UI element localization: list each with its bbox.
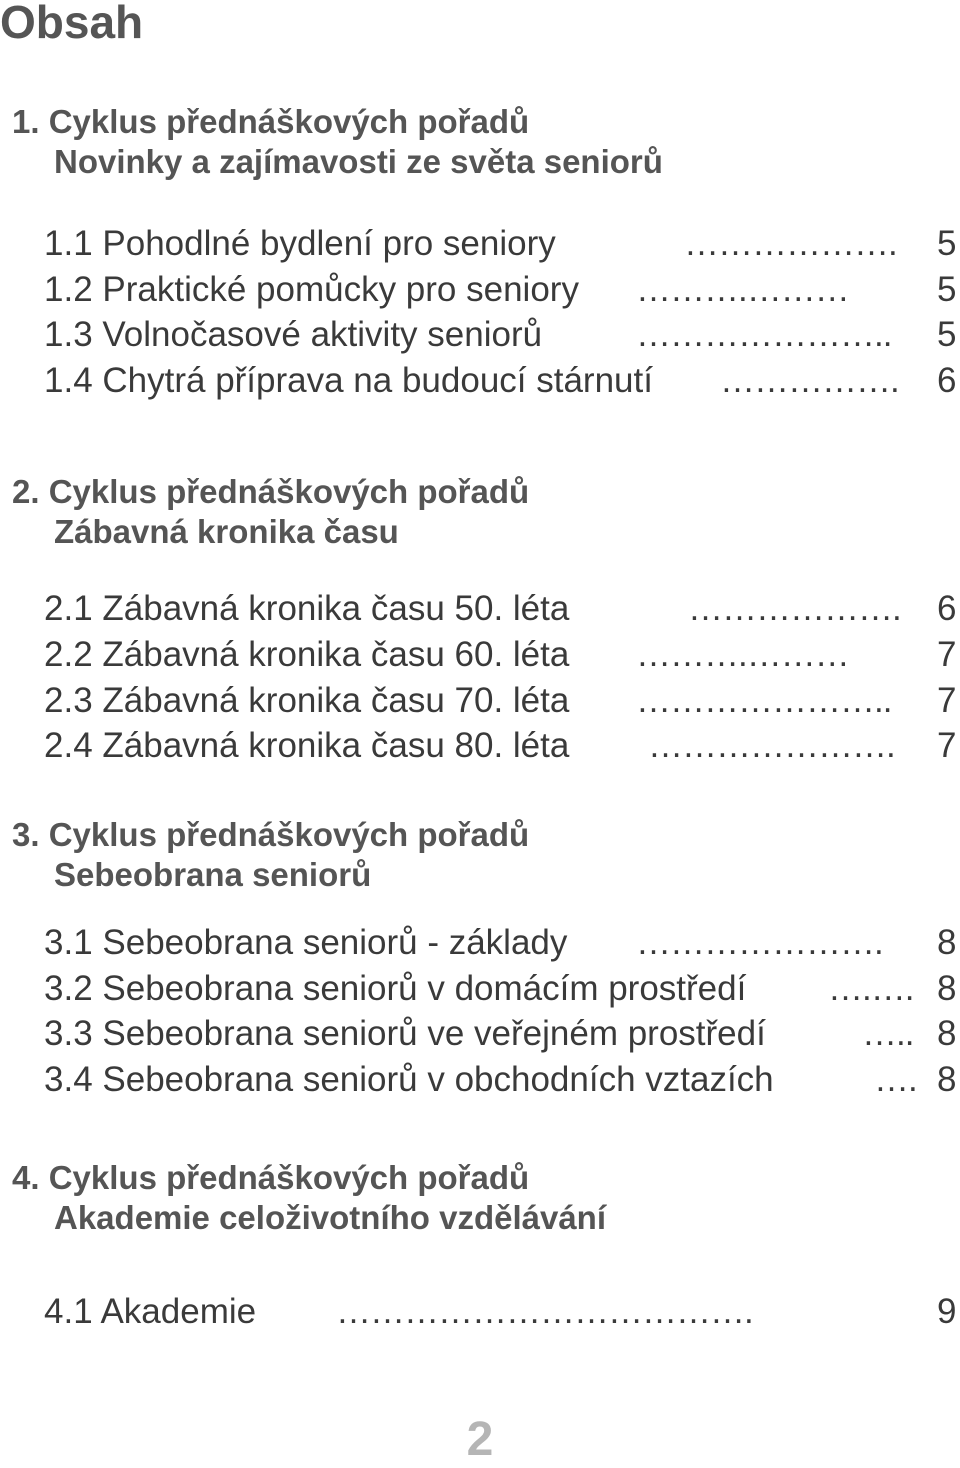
section-title: Cyklus přednáškových pořadů: [48, 816, 530, 853]
toc-item-3-2[interactable]: 3.2 Sebeobrana seniorů v domácím prostředí: [44, 969, 747, 1008]
section-2-heading[interactable]: [12, 472, 529, 552]
toc-page-number[interactable]: 8: [937, 923, 957, 962]
toc-item-3-4[interactable]: 3.4 Sebeobrana seniorů v obchodních vztazích: [44, 1060, 774, 1099]
toc-leader-dots: ……….………: [636, 270, 849, 309]
toc-leader-dots: ….: [874, 1060, 917, 1099]
section-title: Cyklus přednáškových pořadů: [48, 473, 530, 510]
page-title: Obsah: [0, 0, 144, 48]
toc-item-1-4[interactable]: 1.4 Chytrá příprava na budoucí stárnutí: [44, 361, 653, 400]
page-number-footer: 2: [466, 1413, 494, 1466]
toc-item-3-1[interactable]: 3.1 Sebeobrana seniorů - základy: [44, 923, 568, 962]
toc-leader-dots: ……………….: [688, 589, 901, 628]
toc-page-number[interactable]: 7: [937, 726, 957, 765]
toc-leader-dots: ………………….: [636, 923, 883, 962]
section-title: Cyklus přednáškových pořadů: [48, 1159, 530, 1196]
section-number: 3.: [12, 816, 40, 853]
toc-page-number[interactable]: 6: [937, 361, 957, 400]
toc-leader-dots: …………………..: [636, 681, 892, 720]
toc-leader-dots: ………………….: [648, 726, 895, 765]
toc-leader-dots: …………….: [720, 361, 899, 400]
section-number: 1.: [12, 103, 40, 140]
toc-leader-dots: ……………….: [684, 224, 897, 263]
toc-page-number[interactable]: 9: [937, 1292, 957, 1331]
toc-page-number[interactable]: 7: [937, 681, 957, 720]
toc-item-2-4[interactable]: 2.4 Zábavná kronika času 80. léta: [44, 726, 570, 765]
section-3-heading[interactable]: [12, 815, 529, 895]
section-4-heading[interactable]: [12, 1158, 606, 1238]
toc-leader-dots: ……………………………….: [336, 1292, 753, 1331]
section-1-heading[interactable]: [12, 102, 663, 182]
toc-item-3-3[interactable]: 3.3 Sebeobrana seniorů ve veřejném prostředí: [44, 1014, 766, 1053]
toc-leader-dots: …………………..: [636, 315, 892, 354]
section-number: 4.: [12, 1159, 40, 1196]
toc-item-1-1[interactable]: 1.1 Pohodlné bydlení pro seniory: [44, 224, 556, 263]
toc-item-2-2[interactable]: 2.2 Zábavná kronika času 60. léta: [44, 635, 570, 674]
toc-item-4-1[interactable]: 4.1 Akademie: [44, 1292, 257, 1331]
section-number: 2.: [12, 473, 40, 510]
toc-page-number[interactable]: 5: [937, 315, 957, 354]
section-subtitle: Akademie celoživotního vzdělávání: [54, 1199, 607, 1236]
section-subtitle: Sebeobrana seniorů: [54, 856, 372, 893]
section-title: Cyklus přednáškových pořadů: [48, 103, 530, 140]
toc-page-number[interactable]: 6: [937, 589, 957, 628]
toc-page-number[interactable]: 7: [937, 635, 957, 674]
section-subtitle: Zábavná kronika času: [54, 513, 399, 550]
toc-item-2-1[interactable]: 2.1 Zábavná kronika času 50. léta: [44, 589, 570, 628]
toc-item-1-2[interactable]: 1.2 Praktické pomůcky pro seniory: [44, 270, 579, 309]
toc-leader-dots: …..: [862, 1014, 914, 1053]
toc-item-2-3[interactable]: 2.3 Zábavná kronika času 70. léta: [44, 681, 570, 720]
toc-page-number[interactable]: 8: [937, 1014, 957, 1053]
toc-page-number[interactable]: 8: [937, 969, 957, 1008]
section-subtitle: Novinky a zajímavosti ze světa seniorů: [54, 143, 663, 180]
toc-page-number[interactable]: 5: [937, 224, 957, 263]
toc-leader-dots: ……….………: [636, 635, 849, 674]
toc-leader-dots: ….….: [828, 969, 914, 1008]
toc-page-number[interactable]: 8: [937, 1060, 957, 1099]
toc-item-1-3[interactable]: 1.3 Volnočasové aktivity seniorů: [44, 315, 543, 354]
toc-page-number[interactable]: 5: [937, 270, 957, 309]
